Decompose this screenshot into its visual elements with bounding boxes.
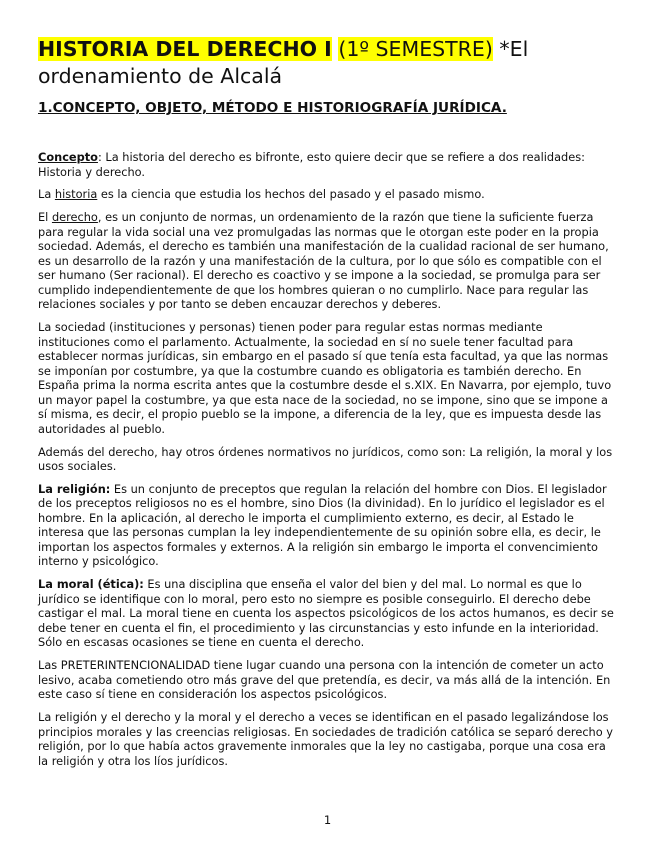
title-note: *El ordenamiento de Alcalá (38, 37, 529, 88)
term-moral: La moral (ética): (38, 577, 144, 592)
paragraph-concepto (38, 150, 618, 179)
paragraph-text: Es una disciplina que enseña el valor del bien y del mal. Lo normal es que lo jurídico se identifique con lo moral, pero esto no siempre es posible conseguirlo. El derecho debe castigar el mal. La moral tiene en cuenta los aspectos psicológicos de los actos humanos, es decir se debe tener en cuenta el fin, el procedimiento y las circunstancias y esto infunde en la interioridad. Sólo en escasas ocasiones se tiene en cuenta el derecho. (38, 577, 614, 650)
paragraph-preterintencionalidad: Las PRETERINTENCIONALIDAD tiene lugar cuando una persona con la intención de cometer un acto lesivo, acaba cometiendo otro más grave del que pretendía, es decir, va más allá de la intención. En este caso sí tiene en consideración los aspectos psicológicos. (38, 658, 611, 702)
term-derecho: derecho (51, 210, 98, 225)
paragraph-sociedad: La sociedad (instituciones y personas) tienen poder para regular estas normas mediante instituciones como el parlamento. Actualmente, la sociedad en sí no suele tener facultad para establecer normas jurídicas, sin embargo en el pasado sí que tenía esta facultad, ya que las normas se imponían por costumbre, ya que la costumbre cuando es obligatoria es también derecho. En España prima la norma escrita antes que la costumbre desde el s.XIX. En Navarra, por ejemplo, tuvo un mayor papel la costumbre, ya que esta nace de la sociedad, no se impone, sino que se impone a sí misma, es decir, el propio pueblo se la impone, a diferencia de la ley, que es impuesta desde las autoridades al pueblo. (38, 320, 612, 436)
paragraph-prefix: El (38, 210, 52, 225)
document-title (38, 36, 628, 90)
paragraph-historia (38, 187, 618, 202)
paragraph-text: Es un conjunto de preceptos que regulan la relación del hombre con Dios. El legislador de los preceptos religiosos no es el hombre, sino Dios (la divinidad). En lo jurídico el legislador es el hombre. En la aplicación, al derecho le importa el cumplimiento externo, es decir, al Estado le interesa que las personas cumplan la ley independientemente de su opinión sobre ella, es decir, le importan los aspectos formales y externos. A la religión sin embargo le importa el convencimiento interno y psicológico. (38, 481, 607, 569)
paragraph-text: : La historia del derecho es bifronte, esto quiere decir que se refiere a dos realidades: Historia y derecho. (38, 150, 585, 179)
paragraph-moral (38, 577, 618, 650)
paragraph-text: es la ciencia que estudia los hechos del pasado y el pasado mismo. (97, 187, 485, 202)
title-subject: HISTORIA DEL DERECHO I (38, 37, 332, 61)
paragraph-text: , es un conjunto de normas, un ordenamiento de la razón que tiene la suficiente fuerza para regular la vida social una vez promulgadas las normas que le otorgan este poder en la propia sociedad. Además, el derecho es también una manifestación de la cualidad racional de ser humano, es un desarrollo de la razón y una manifestación de la cultura, por lo que sólo es compatible con el ser humano (Ser racional). El derecho es coactivo y se impone a la sociedad, se promulga para ser cumplido independientemente de que los hombres quieran o no cumplirlo. Nace para regular las relaciones sociales y por tanto se deben encauzar derechos y deberes. (38, 210, 609, 312)
paragraph-derecho (38, 210, 618, 312)
term-religion: La religión: (38, 481, 111, 496)
term-historia: historia (54, 187, 98, 202)
page-number: 1 (323, 813, 332, 827)
paragraph-religion (38, 482, 618, 569)
title-semester: (1º SEMESTRE) (338, 37, 493, 61)
term-concepto: Concepto (38, 150, 98, 164)
paragraph-ordenes-normativos: Además del derecho, hay otros órdenes normativos no jurídicos, como son: La religión, la moral y los usos sociales. (38, 444, 613, 474)
paragraph-prefix: La (38, 187, 55, 202)
paragraph-religion-derecho: La religión y el derecho y la moral y el derecho a veces se identifican en el pasado legalizándose los principios morales y las creencias religiosas. En sociedades de tradición católica se separó derecho y religión, por lo que había actos gravemente inmorales que la ley no castigaba, porque una cosa era la religión y otra los líos jurídicos. (38, 710, 614, 768)
document-body (38, 150, 618, 777)
section-heading: 1.CONCEPTO, OBJETO, MÉTODO E HISTORIOGRAFÍA JURÍDICA. (38, 100, 507, 116)
